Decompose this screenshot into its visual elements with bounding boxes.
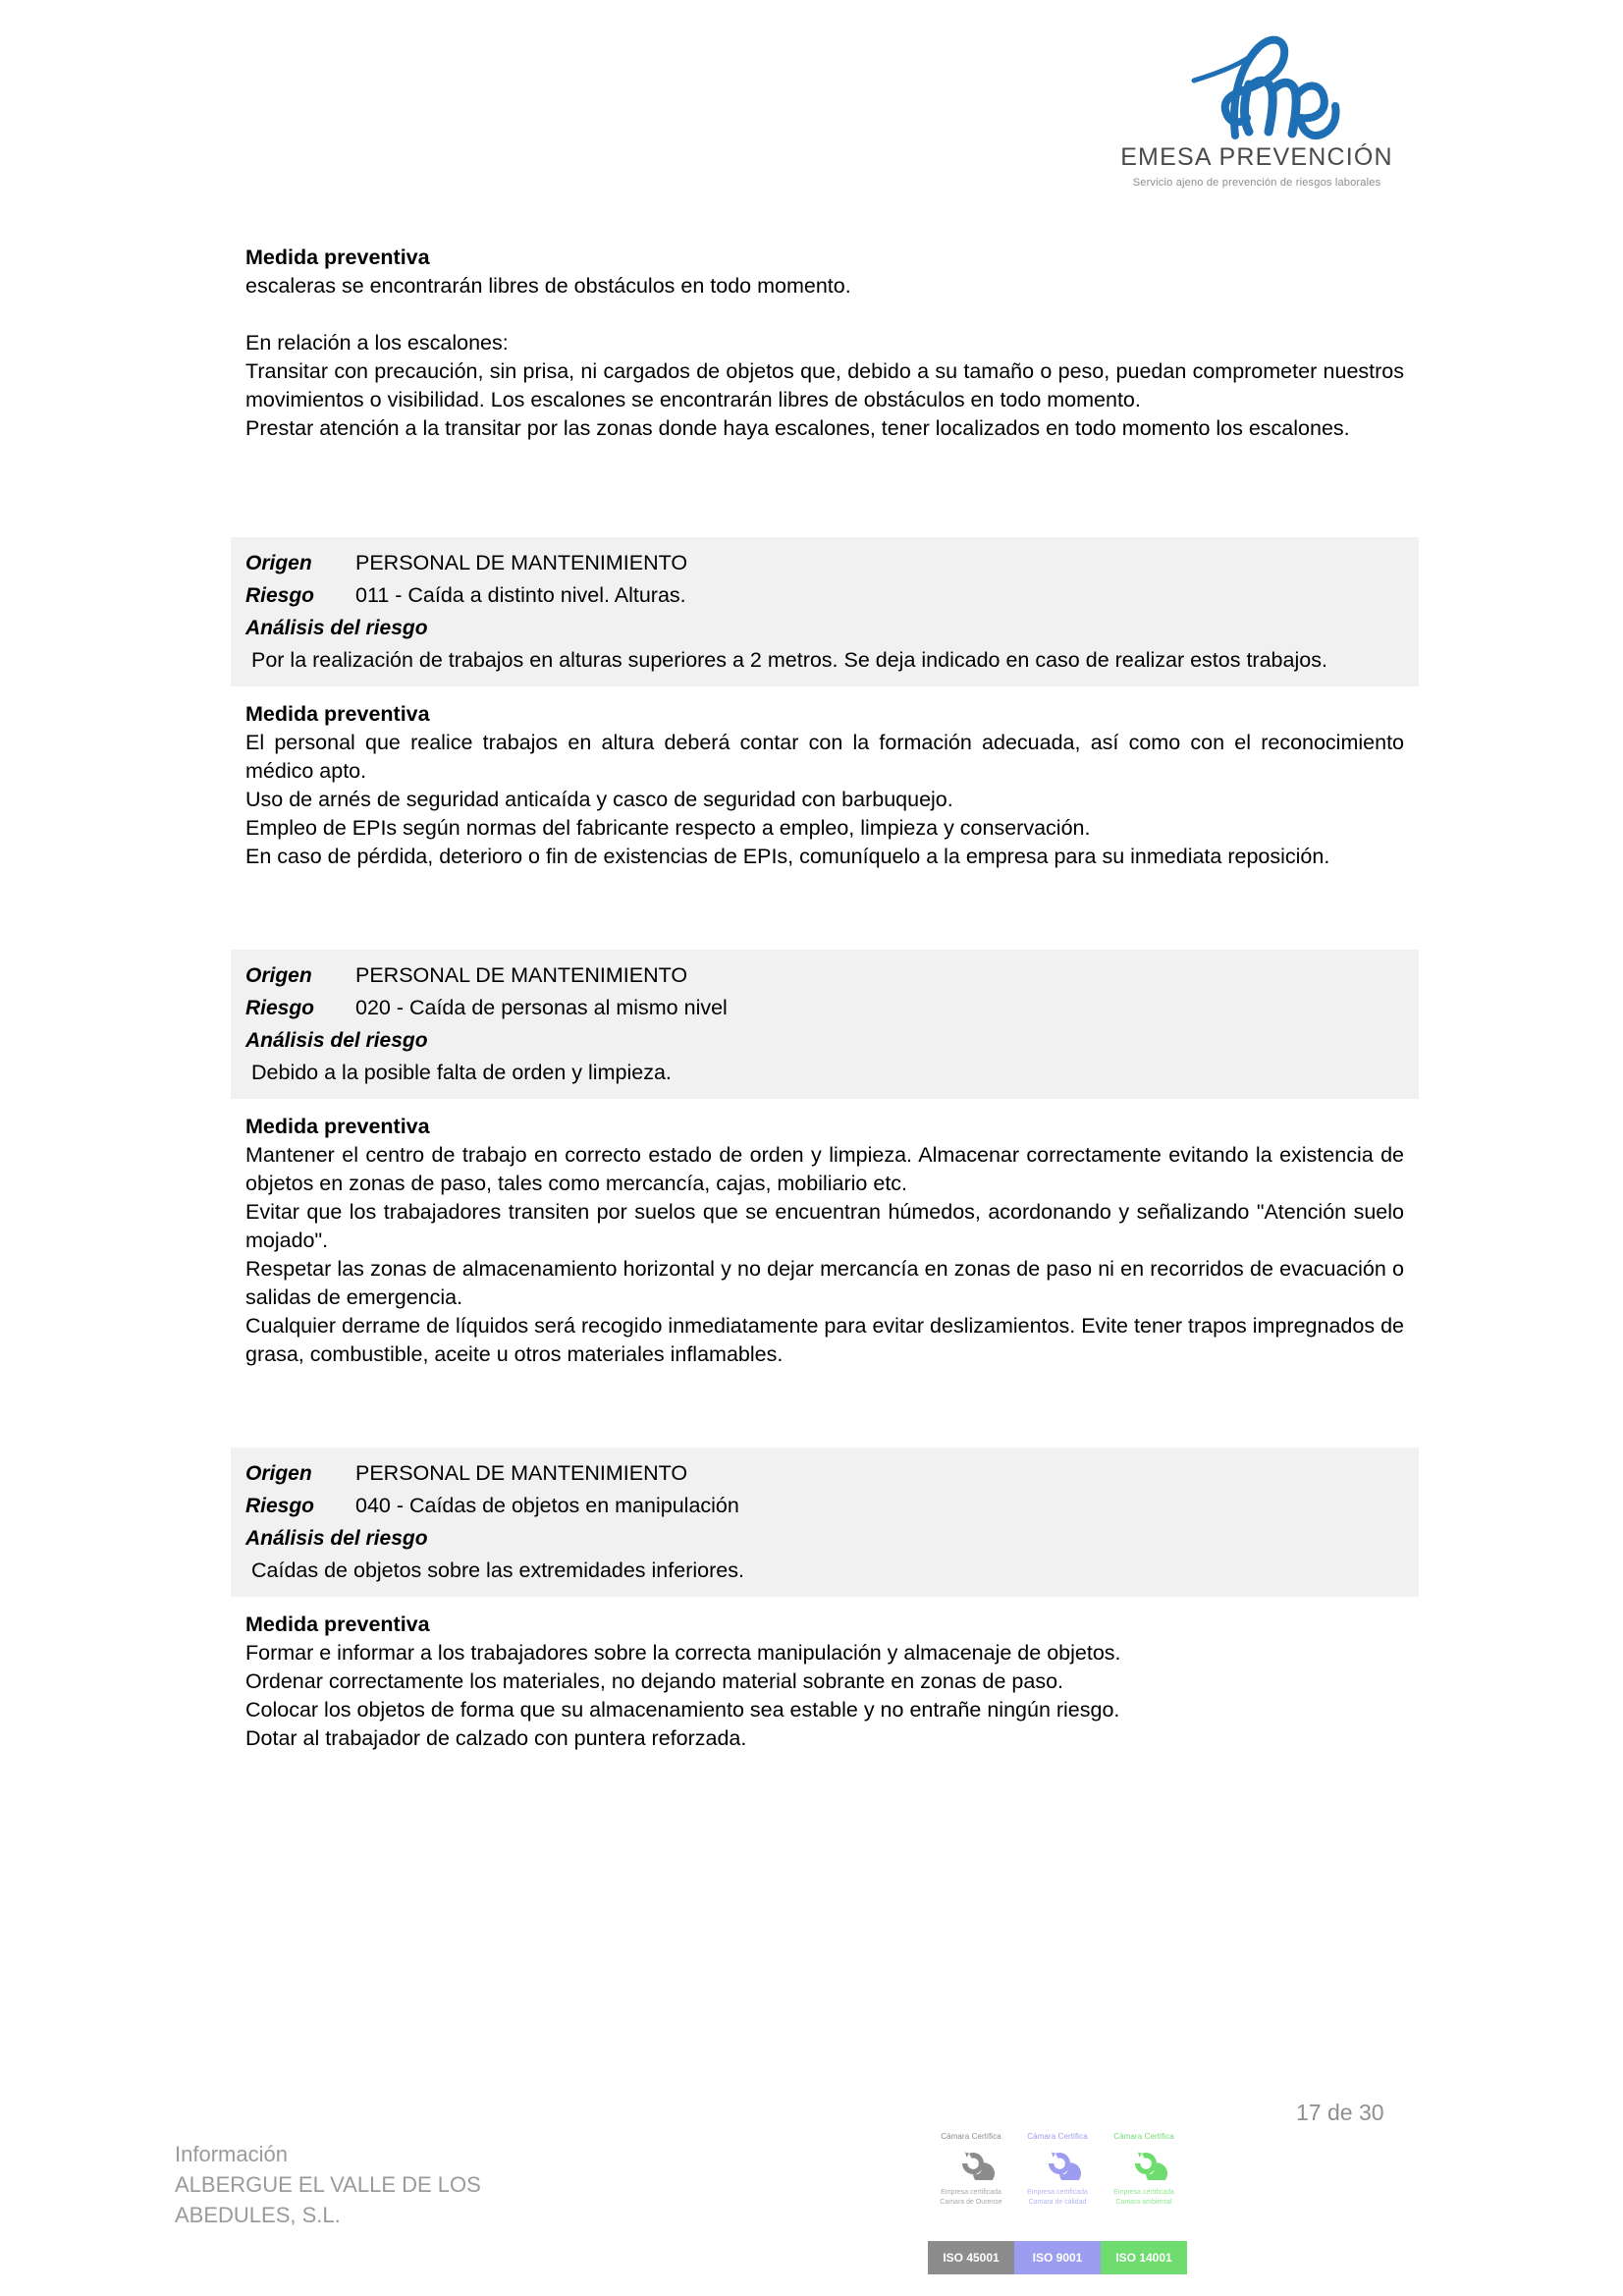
- chain-link-icon: [941, 2147, 1001, 2180]
- riesgo-row: [231, 1490, 1419, 1522]
- risk-block-gap: [245, 1099, 1404, 1113]
- company-name: EMESA PREVENCIÓN: [1120, 143, 1393, 171]
- risk-group: [245, 537, 1404, 871]
- footer-company-line-1: ALBERGUE EL VALLE DE LOS: [175, 2172, 481, 2197]
- cert-mid-text: [940, 2188, 1001, 2208]
- medida-line: Evitar que los trabajadores transiten por suelos que se encuentran húmedos, acordonando y señalizando "Atención suelo mojado".: [245, 1200, 1404, 1252]
- cert-standard-bar: ISO 14001: [1101, 2241, 1187, 2274]
- cert-mid-line-1: Empresa certificada: [1113, 2189, 1174, 2196]
- origen-row: [231, 547, 1419, 579]
- cert-standard-bar: ISO 45001: [928, 2241, 1014, 2274]
- certification-badge: [1014, 2119, 1101, 2274]
- section-gap-3: [245, 1369, 1404, 1448]
- page-header: [0, 29, 1623, 226]
- cert-standard-bar: ISO 9001: [1014, 2241, 1101, 2274]
- certification-badge: [928, 2119, 1014, 2274]
- riesgo-row: [231, 579, 1419, 612]
- company-logo-block: [1109, 29, 1404, 189]
- intro-measure-heading: Medida preventiva: [245, 246, 430, 269]
- risk-block-gap: [245, 686, 1404, 700]
- origen-value: PERSONAL DE MANTENIMIENTO: [355, 1461, 688, 1485]
- certification-badge: [1101, 2119, 1187, 2274]
- medida-line: El personal que realice trabajos en altura deberá contar con la formación adecuada, así como con el reconocimiento médico apto.: [245, 731, 1404, 783]
- cert-top-label: Cámara Certifica: [1113, 2132, 1174, 2141]
- section-gap-1: [245, 443, 1404, 537]
- origen-label: Origen: [245, 552, 312, 574]
- origen-label: Origen: [245, 964, 312, 987]
- cert-top-label: Cámara Certifica: [941, 2132, 1001, 2141]
- company-tagline: Servicio ajeno de prevención de riesgos laborales: [1132, 177, 1381, 189]
- risk-summary-block: [231, 1448, 1419, 1597]
- chain-link-icon: [1113, 2147, 1174, 2180]
- intro-line-1: escaleras se encontrarán libres de obstáculos en todo momento.: [245, 274, 851, 298]
- medida-line: Formar e informar a los trabajadores sobre la correcta manipulación y almacenaje de objetos.: [245, 1641, 1121, 1665]
- riesgo-value: 011 - Caída a distinto nivel. Alturas.: [355, 583, 686, 607]
- cert-mid-text: [1113, 2188, 1174, 2208]
- cert-mid-text: [1027, 2188, 1088, 2208]
- riesgo-value: 040 - Caídas de objetos en manipulación: [355, 1494, 739, 1517]
- analisis-label: Análisis del riesgo: [245, 617, 428, 639]
- footer-company-info: [175, 2139, 597, 2230]
- cert-mid-line-1: Empresa certificada: [1027, 2189, 1088, 2196]
- riesgo-label: Riesgo: [245, 1495, 315, 1517]
- medida-line: Cualquier derrame de líquidos será recogido inmediatamente para evitar deslizamientos. Evite tener trapos impregnados de grasa, combustible, aceite u otros materiales inflamables.: [245, 1314, 1404, 1366]
- analisis-value: Por la realización de trabajos en alturas superiores a 2 metros. Se deja indicado en caso de realizar estos trabajos.: [251, 648, 1327, 672]
- intro-spacer: [245, 301, 1404, 329]
- cert-top-label: Cámara Certifica: [1027, 2132, 1088, 2141]
- medida-line: Respetar las zonas de almacenamiento horizontal y no dejar mercancía en zonas de paso ni en recorridos de evacuación o salidas de emergencia.: [245, 1257, 1404, 1309]
- risk-block-gap: [245, 1597, 1404, 1611]
- certification-badges: [928, 2119, 1187, 2274]
- document-content: [245, 244, 1404, 1753]
- riesgo-label: Riesgo: [245, 584, 315, 607]
- section-gap-2: [245, 871, 1404, 950]
- emesa-script-logo-icon: [1109, 29, 1404, 147]
- origen-label: Origen: [245, 1462, 312, 1485]
- medida-heading: Medida preventiva: [245, 1613, 430, 1636]
- risk-group: [245, 1448, 1404, 1753]
- origen-value: PERSONAL DE MANTENIMIENTO: [355, 551, 688, 574]
- medida-line: Mantener el centro de trabajo en correcto estado de orden y limpieza. Almacenar correctamente evitando la existencia de objetos en zonas de paso, tales como mercancía, cajas, mobiliario etc.: [245, 1143, 1404, 1195]
- cert-mid-line-2: Camara ambiental: [1115, 2199, 1172, 2206]
- intro-line-4: Prestar atención a la transitar por las zonas donde haya escalones, tener localizados en todo momento los escalones.: [245, 416, 1350, 440]
- cert-mid-line-2: Camara de calidad: [1028, 2199, 1087, 2206]
- footer-info-label: Información: [175, 2142, 288, 2166]
- medida-heading: Medida preventiva: [245, 702, 430, 726]
- cert-mid-line-2: Camara de Ourense: [940, 2199, 1002, 2206]
- page-number: 17 de 30: [1296, 2100, 1384, 2125]
- origen-row: [231, 959, 1419, 992]
- footer-company-line-2: ABEDULES, S.L.: [175, 2203, 341, 2227]
- medida-line: Dotar al trabajador de calzado con puntera reforzada.: [245, 1726, 747, 1750]
- medida-line: Ordenar correctamente los materiales, no dejando material sobrante en zonas de paso.: [245, 1669, 1063, 1693]
- origen-value: PERSONAL DE MANTENIMIENTO: [355, 963, 688, 987]
- cert-mid-line-1: Empresa certificada: [941, 2189, 1001, 2196]
- riesgo-label: Riesgo: [245, 997, 315, 1019]
- riesgo-value: 020 - Caída de personas al mismo nivel: [355, 996, 728, 1019]
- medida-line: Empleo de EPIs según normas del fabricante respecto a empleo, limpieza y conservación.: [245, 816, 1091, 840]
- risk-group: [245, 950, 1404, 1369]
- medida-heading: Medida preventiva: [245, 1115, 430, 1138]
- analisis-value: Debido a la posible falta de orden y limpieza.: [251, 1061, 672, 1084]
- riesgo-row: [231, 992, 1419, 1024]
- analisis-label: Análisis del riesgo: [245, 1527, 428, 1550]
- origen-row: [231, 1457, 1419, 1490]
- medida-line: Colocar los objetos de forma que su almacenamiento sea estable y no entrañe ningún riesgo.: [245, 1698, 1120, 1722]
- medida-line: En caso de pérdida, deterioro o fin de existencias de EPIs, comuníquelo a la empresa para su inmediata reposición.: [245, 845, 1330, 868]
- risk-summary-block: [231, 950, 1419, 1099]
- analisis-value: Caídas de objetos sobre las extremidades inferiores.: [251, 1558, 744, 1582]
- analisis-label: Análisis del riesgo: [245, 1029, 428, 1052]
- intro-line-2: En relación a los escalones:: [245, 331, 509, 355]
- risk-summary-block: [231, 537, 1419, 686]
- medida-line: Uso de arnés de seguridad anticaída y casco de seguridad con barbuquejo.: [245, 788, 953, 811]
- intro-measure-section: [245, 244, 1404, 443]
- intro-line-3: Transitar con precaución, sin prisa, ni cargados de objetos que, debido a su tamaño o peso, puedan comprometer nuestros movimientos o visibilidad. Los escalones se encontrarán libres de obstáculos en todo momento.: [245, 359, 1404, 411]
- page-footer: [0, 2092, 1623, 2296]
- chain-link-icon: [1027, 2147, 1088, 2180]
